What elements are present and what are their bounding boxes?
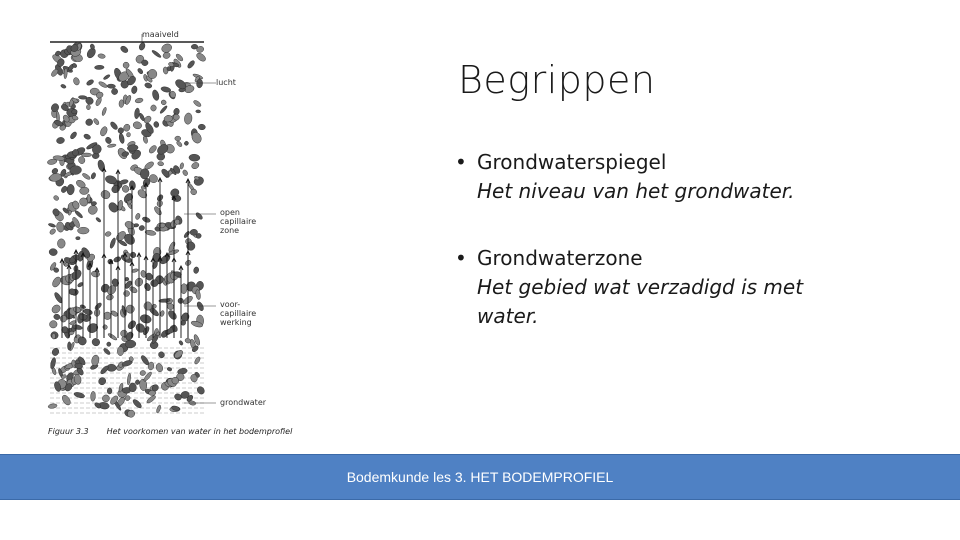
label-open-capillary-3: zone [220,226,240,235]
bullet-term: Grondwaterspiegel [477,150,667,174]
figure-caption-number: Figuur 3.3 [48,427,89,436]
label-closed-capillary-1: voor- [220,300,241,309]
soil-profile-illustration [44,18,244,428]
label-surface: maaiveld [142,30,179,39]
figure-caption [48,427,310,436]
label-groundwater: grondwater [220,398,267,407]
label-closed-capillary-2: capillaire [220,309,257,318]
bullet-description: Het niveau van het grondwater. [477,179,795,203]
bullet-item [455,244,895,331]
bullet-list [455,148,895,369]
footer-bar [0,454,960,500]
bullet-dot-icon: • [455,150,467,174]
label-closed-capillary-3: werking [220,318,252,327]
soil-profile-figure [44,18,320,440]
figure-caption-text: Het voorkomen van water in het bodemprofiel [106,427,293,436]
bullet-item [455,148,895,206]
label-open-capillary-1: open [220,208,240,217]
bullet-description: Het gebied wat verzadigd is met water. [477,275,804,328]
label-open-capillary-2: capillaire [220,217,257,226]
footer-text: Bodemkunde les 3. HET BODEMPROFIEL [346,469,614,485]
bullet-term: Grondwaterzone [477,246,643,270]
slide-title: Begrippen [458,58,656,102]
label-air: lucht [216,78,236,87]
bullet-dot-icon: • [455,246,467,270]
